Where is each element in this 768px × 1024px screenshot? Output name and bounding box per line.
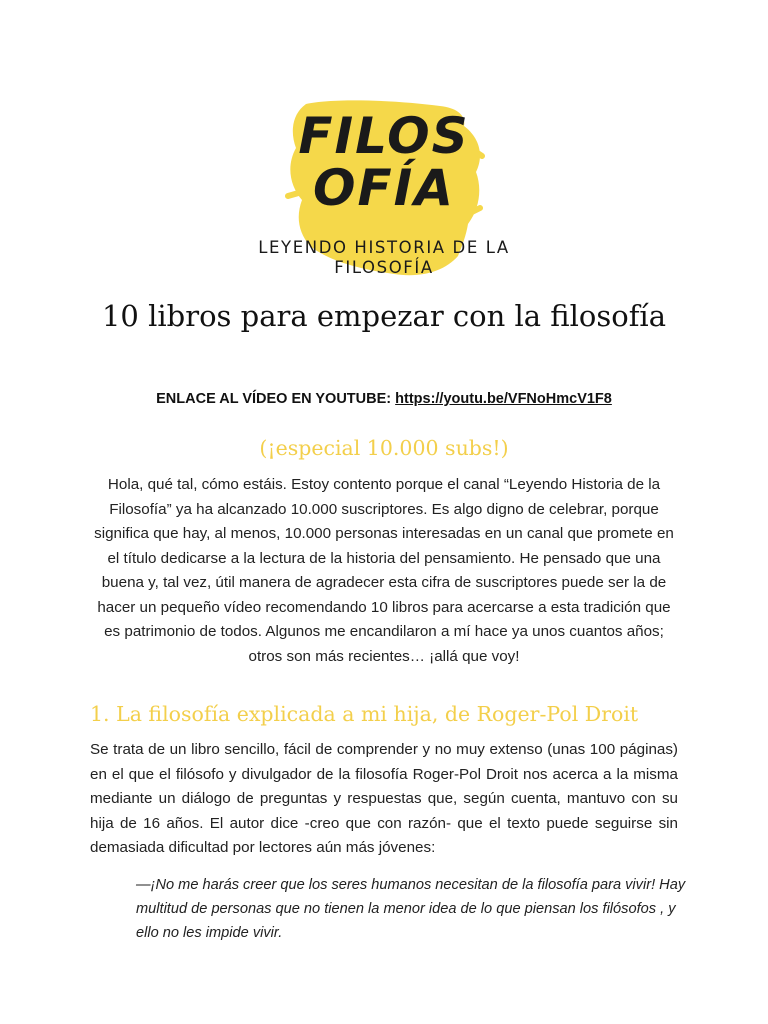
intro-paragraph: Hola, qué tal, cómo estáis. Estoy contento porque el canal “Leyendo Historia de la Filosofía” ya ha alcanzado 10.000 suscriptores. Es algo digno de celebrar, porque significa que hay, al menos, 10.000 personas interesadas en un canal que promete en el título dedicarse a la lectura de la historia del pensamiento. He pensado que una buena y, tal vez, útil manera de agradecer esta cifra de suscriptores puede ser la de hacer un pequeño vídeo recomendando 10 libros para acercarse a esta tradición que es patrimonio de todos. Algunos me encandilaron a mí hace ya unos cuantos años; otros son más recientes… ¡allá que voy! bbox=[94, 476, 674, 665]
logo-subtitle-line2: FILOSOFÍA bbox=[334, 258, 434, 277]
youtube-link-label: ENLACE AL VÍDEO EN YOUTUBE: bbox=[156, 391, 396, 407]
section-heading-book-1: 1. La filosofía explicada a mi hija, de Roger-Pol Droit bbox=[90, 702, 639, 726]
document-title: 10 libros para empezar con la filosofía bbox=[101, 299, 666, 333]
book-1-quote: —¡No me harás creer que los seres humanos necesitan de la filosofía para vivir! Hay multitud de personas que no tienen la menor idea de lo que piensan los filósofos , y ello no les impide vivir. bbox=[136, 877, 686, 941]
special-heading: (¡especial 10.000 subs!) bbox=[259, 436, 509, 460]
logo-title-line2: OFÍA bbox=[313, 159, 455, 217]
logo-title-line1: FILOS bbox=[298, 107, 470, 165]
book-1-description: Se trata de un libro sencillo, fácil de comprender y no muy extenso (unas 100 páginas) en el que el filósofo y divulgador de la filosofía Roger-Pol Droit nos acerca a la misma mediante un diálogo de preguntas y respuestas que, según cuenta, mantuvo con su hija de 16 años. El autor dice -creo que con razón- que el texto puede seguirse sin demasiada dificultad por lectores aún más jóvenes: bbox=[90, 741, 678, 856]
youtube-link-line bbox=[0, 388, 768, 410]
channel-logo bbox=[244, 96, 524, 282]
logo-subtitle-line1: LEYENDO HISTORIA DE LA bbox=[258, 238, 510, 257]
youtube-link[interactable]: https://youtu.be/VFNoHmcV1F8 bbox=[395, 391, 612, 407]
